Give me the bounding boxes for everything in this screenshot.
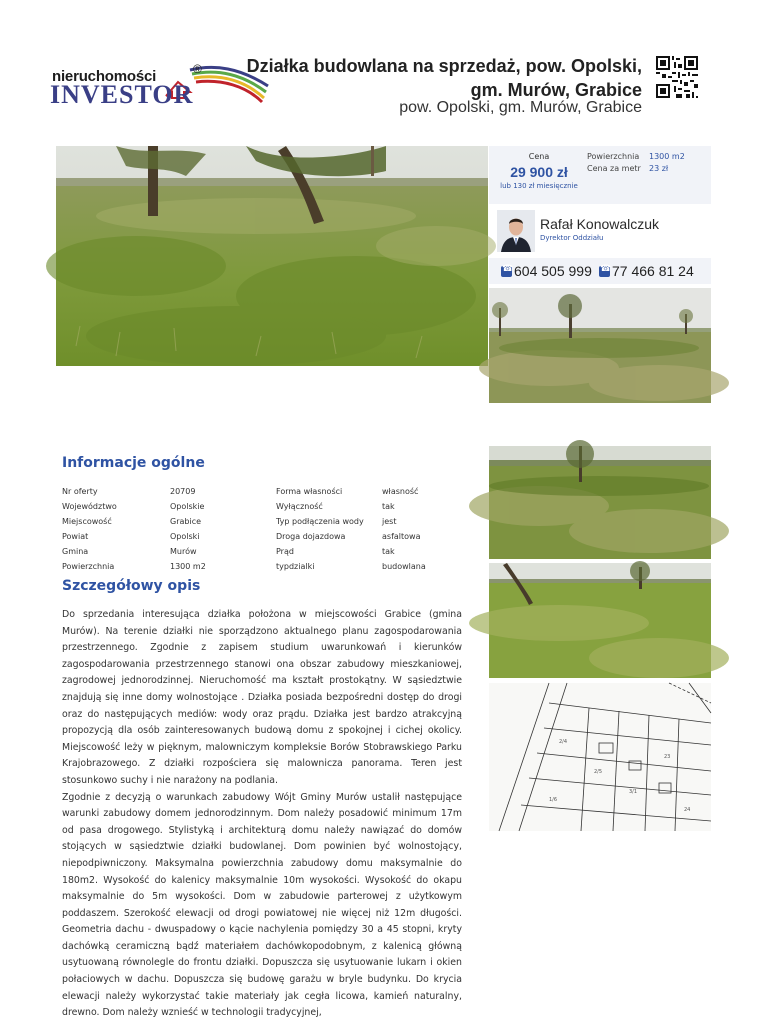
logo-registered-mark: ® (193, 62, 202, 76)
info-label: Powiat (62, 532, 89, 541)
listing-location: pow. Opolski, gm. Murów, Grabice (399, 99, 642, 116)
agent-name: Rafał Konowalczuk (540, 216, 660, 232)
info-label: Droga dojazdowa (276, 532, 346, 541)
info-label: Nr oferty (62, 487, 98, 496)
price-label: Cena (528, 152, 550, 161)
area-label: Powierzchnia (587, 152, 640, 161)
description-paragraph: Zgodnie z decyzją o warunkach zabudowy Wójt Gminy Murów ustalił następujące warunki zabudowy domem jednorodzinnym. Dom należy posadowić minimum 17m od pasa drogowego. Stylistyką i architekturą domu należy nawiązać do domów stojących w sąsiedztwie działki budowlanej. Dom powinien być wolnostojący, niepodpiwniczony. Maksymalna powierzchnia zabudowy domu maksymalnie do 180m2. Wysokość do kalenicy maksymalnie 10m wysokości. Wysokość do okapu maksymalnie do 5m wysokości. Dom w zabudowie parterowej z użytkowym poddaszem. Szerokość elewacji od drogi powiatowej nie więcej niż 12m długości. Geometria dachu - dwuspadowy o kącie nachylenia pomiędzy 30 a 45 stopni, kryty dachówką ceramiczną bądź materiałem dachówkopodobnym, z kalenicą główną usytuowaną równolegle do frontu działki. Dopuszcza się usytuowanie lukarn i okien połaciowych w dachu. Dopuszcza się budowę garażu w bryle budynku. Do krycia elewacji należy wykorzystać takie materiały jak cegła licowa, kamień naturalny, drewno. Dom należy wznieść w technologii tradycyjnej, (62, 791, 462, 1019)
info-label: Wyłączność (276, 502, 323, 511)
info-value: jest (382, 517, 397, 526)
info-value: asfaltowa (382, 532, 421, 541)
svg-text:1/6: 1/6 (549, 797, 558, 803)
info-label: Forma własności (276, 487, 343, 496)
info-row (62, 532, 472, 546)
info-value: 1300 m2 (170, 562, 206, 571)
info-label: typdzialki (276, 562, 315, 571)
info-row (62, 487, 472, 501)
company-logo (50, 56, 225, 108)
qr-code-icon (656, 56, 698, 98)
description-text (62, 607, 462, 1022)
agent-avatar (497, 210, 535, 252)
info-label: Województwo (62, 502, 117, 511)
info-label: Typ podłączenia wody (276, 517, 364, 526)
description-heading: Szczegółowy opis (62, 578, 201, 594)
info-label: Gmina (62, 547, 89, 556)
info-value: własność (382, 487, 419, 496)
info-value: tak (382, 547, 395, 556)
per-meter-value: 23 zł (649, 164, 669, 173)
info-value: Murów (170, 547, 197, 556)
area-value: 1300 m2 (649, 152, 685, 161)
logo-text-top: nieruchomości (52, 68, 157, 85)
phone-icon (599, 266, 610, 277)
svg-text:2/5: 2/5 (594, 769, 603, 775)
info-label: Powierzchnia (62, 562, 115, 571)
info-value: Grabice (170, 517, 202, 526)
price-value: 29 900 zł (510, 164, 568, 180)
info-label: Prąd (276, 547, 294, 556)
svg-text:2/4: 2/4 (559, 739, 568, 745)
info-value: budowlana (382, 562, 426, 571)
per-meter-label: Cena za metr (587, 164, 641, 173)
main-photo[interactable] (56, 146, 488, 366)
gallery-photo-2[interactable] (489, 446, 711, 559)
phone-link-mobile[interactable] (501, 263, 592, 279)
price-box (489, 146, 711, 204)
logo-text-bottom: INVESTOR (50, 80, 194, 109)
price-monthly: lub 130 zł miesięcznie (500, 182, 578, 190)
info-value: Opolski (170, 532, 200, 541)
info-label: Miejscowość (62, 517, 112, 526)
phone-bar (489, 258, 711, 284)
gallery-photo-1[interactable] (489, 288, 711, 403)
svg-text:24: 24 (684, 807, 691, 813)
svg-text:23: 23 (664, 754, 671, 760)
phone-number: 77 466 81 24 (612, 263, 694, 279)
listing-title: Działka budowlana na sprzedaż, pow. Opolski, gm. Murów, Grabice (246, 56, 642, 100)
description-paragraph: Do sprzedania interesująca działka położona w miejscowości Grabice (gmina Murów). Na terenie działki nie sporządzono aktualnego planu zagospodarowania przestrzennego. Zgodnie z zapisem studium uwarunkowań i kierunków zagospodarowania przestrzennego stanowi ona obszar zabudowy mieszkaniowej, zagrodowej jednorodzinnej. Nieruchomość ma kształt prostokątny. W sąsiedztwie znajdują się inne domy wolnostojące . Działka posiada bezpośredni dostęp do drogi oraz do następujących mediów: wody oraz prądu. Działka jest bardzo atrakcyjną propozycją dla osób zainteresowanych budową domu z spokojnej i cichej okolicy. Miejscowość leży w pięknym, malowniczym kompleksie Borów Stobrawskiego Parku Krajobrazowego. Z działki rozpościera się malownicza panorama. Teren jest stosunkowo suchy i nie narażony na podlania. (62, 609, 462, 786)
cadastral-map[interactable] (489, 683, 711, 831)
info-row (62, 547, 472, 561)
info-value: Opolskie (170, 502, 205, 511)
info-value: 20709 (170, 487, 196, 496)
info-row (62, 517, 472, 531)
info-row (62, 562, 472, 576)
info-row (62, 502, 472, 516)
svg-text:3/1: 3/1 (629, 789, 638, 795)
phone-link-office[interactable] (599, 263, 694, 279)
general-info-heading: Informacje ogólne (62, 455, 205, 471)
phone-icon (501, 266, 512, 277)
info-value: tak (382, 502, 395, 511)
gallery-photo-3[interactable] (489, 563, 711, 678)
phone-number: 604 505 999 (514, 263, 592, 279)
agent-role: Dyrektor Oddziału (540, 234, 604, 242)
